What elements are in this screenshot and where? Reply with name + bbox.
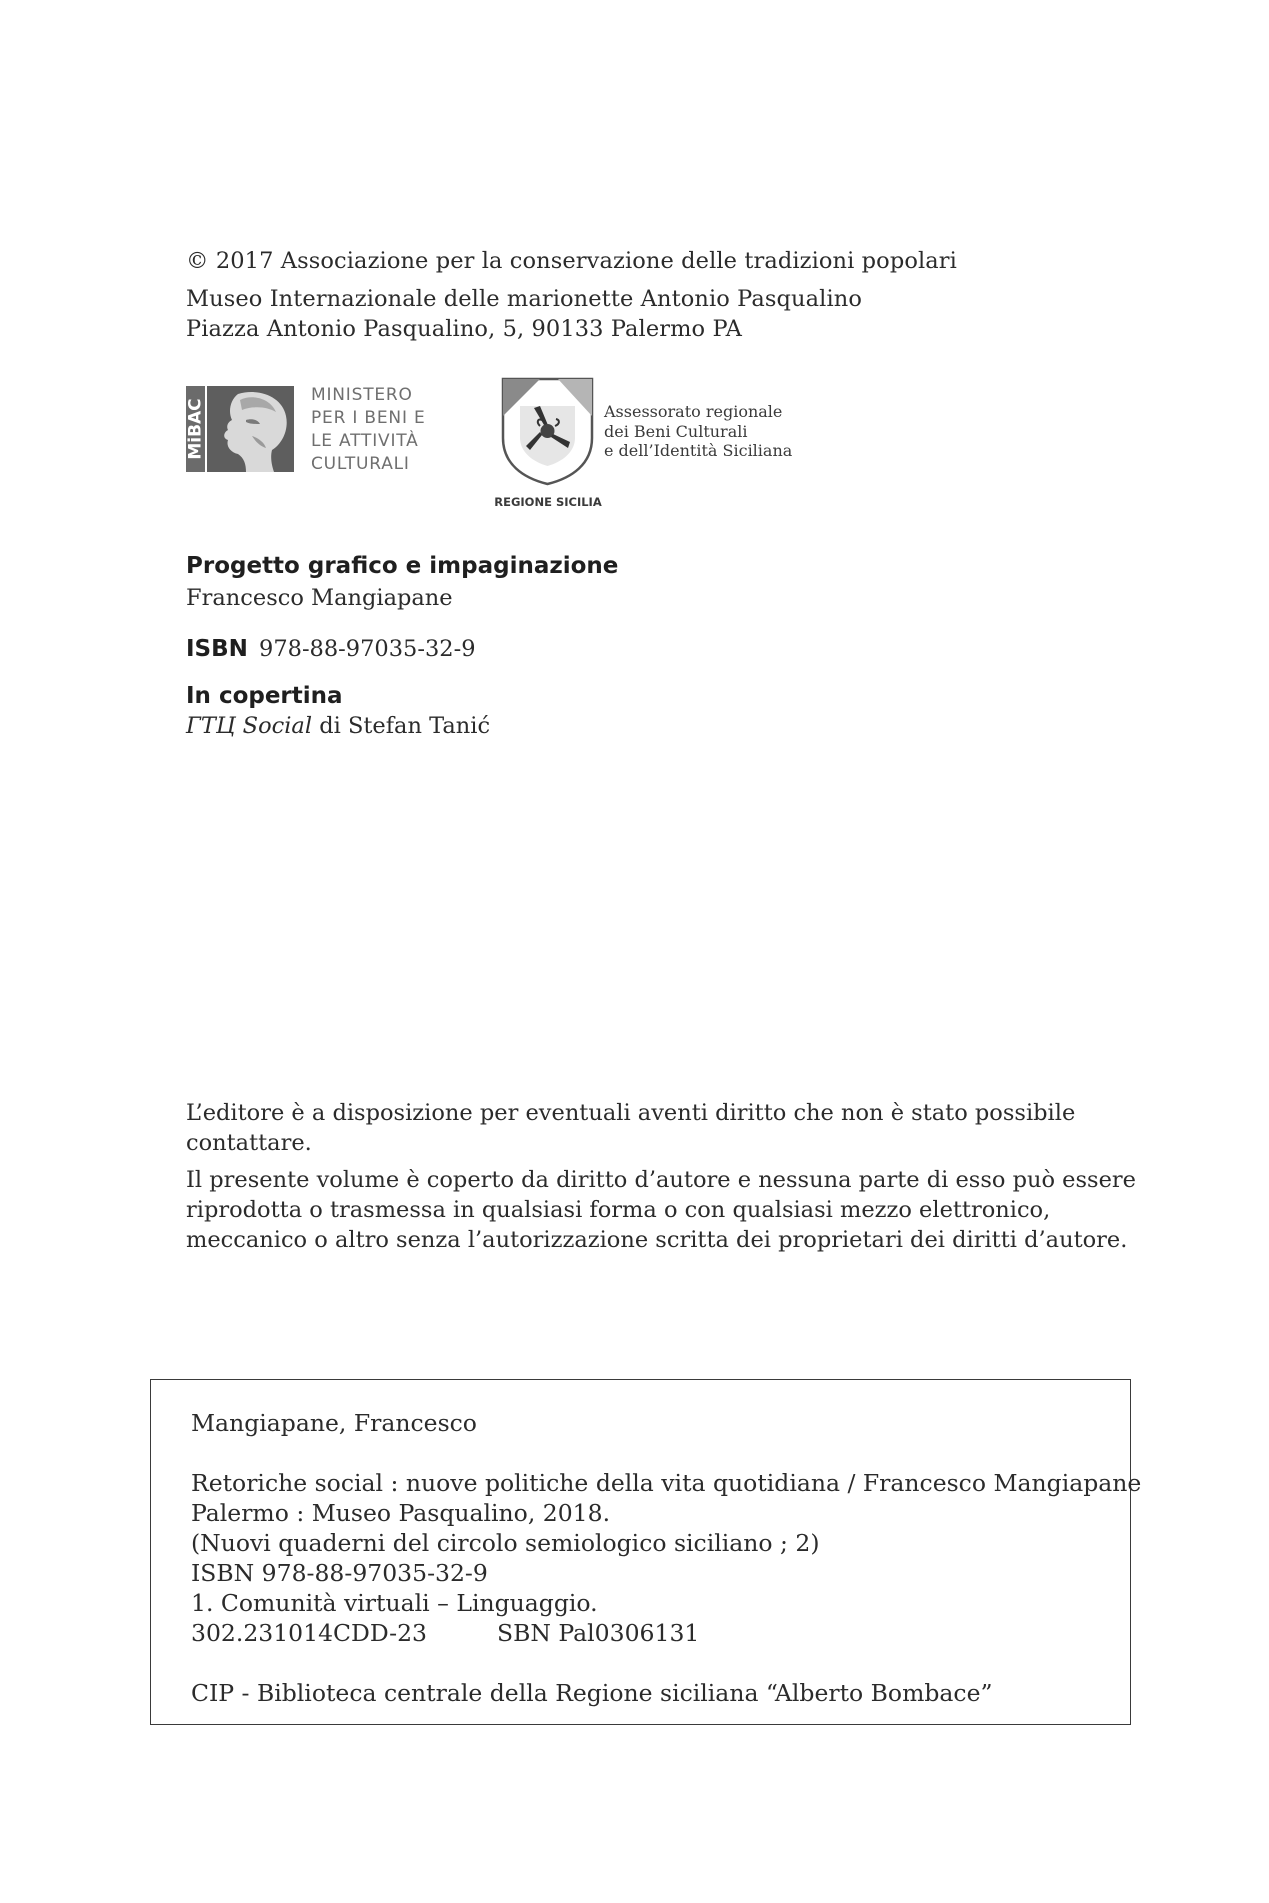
notice-text: meccanico o altro senza l’autorizzazione scritta dei proprietari dei diritti d’autore. [186,1227,1128,1253]
regione-sicilia-crest [500,376,595,486]
mibac-mark-text: MiBAC [186,398,206,460]
design-heading: Progetto grafico e impaginazione [186,553,619,579]
assessorato-text [604,402,792,461]
cip-sbn: SBN Pal0306131 [497,1619,700,1647]
cover-artist: di Stefan Tanić [312,713,491,739]
cip-subject: 1. Comunità virtuali – Linguaggio. [191,1589,598,1617]
cip-author: Mangiapane, Francesco [191,1409,477,1437]
cip-source: CIP - Biblioteca centrale della Regione siciliana “Alberto Bombace” [191,1679,993,1707]
cover-credit [186,713,490,739]
cip-classification: 302.231014CDD-23 [191,1619,427,1647]
regione-sicilia-caption: REGIONE SICILIA [494,495,602,509]
museum-name: Museo Internazionale delle marionette Antonio Pasqualino [186,286,862,312]
mibac-line: CULTURALI [311,454,410,474]
isbn-block [186,636,476,662]
cip-title: Retoriche social : nuove politiche della vita quotidiana / Francesco Mangiapane [191,1469,1142,1497]
mibac-line: MINISTERO [311,385,413,405]
cover-title: ГТЦ Social [186,713,313,739]
assessorato-line: Assessorato regionale [604,402,783,421]
cip-series: (Nuovi quaderni del circolo semiologico siciliano ; 2) [191,1529,820,1557]
notice-text: riprodotta o trasmessa in qualsiasi forma o con qualsiasi mezzo elettronico, [186,1197,1051,1223]
assessorato-line: dei Beni Culturali [604,421,748,441]
mibac-ministry-text [311,384,426,476]
museum-address: Piazza Antonio Pasqualino, 5, 90133 Palermo PA [186,316,742,342]
cip-isbn: ISBN 978-88-97035-32-9 [191,1559,488,1587]
designer-name: Francesco Mangiapane [186,585,453,611]
cip-publisher: Palermo : Museo Pasqualino, 2018. [191,1499,611,1527]
isbn-value: 978-88-97035-32-9 [259,636,476,662]
copyright-line: © 2017 Associazione per la conservazione delle tradizioni popolari [186,248,957,274]
notice-text: contattare. [186,1130,312,1156]
isbn-label: ISBN [186,636,248,662]
mibac-logo [186,386,294,472]
notice-text: L’editore è a disposizione per eventuali aventi diritto che non è stato possibile [186,1100,1076,1126]
mibac-line: PER I BENI E [311,408,426,428]
mibac-line: LE ATTIVITÀ [311,431,419,451]
notice-text: Il presente volume è coperto da diritto d’autore e nessuna parte di esso può essere [186,1167,1136,1193]
assessorato-line: e dell’Identità Siciliana [604,441,793,460]
cover-heading: In copertina [186,683,343,709]
